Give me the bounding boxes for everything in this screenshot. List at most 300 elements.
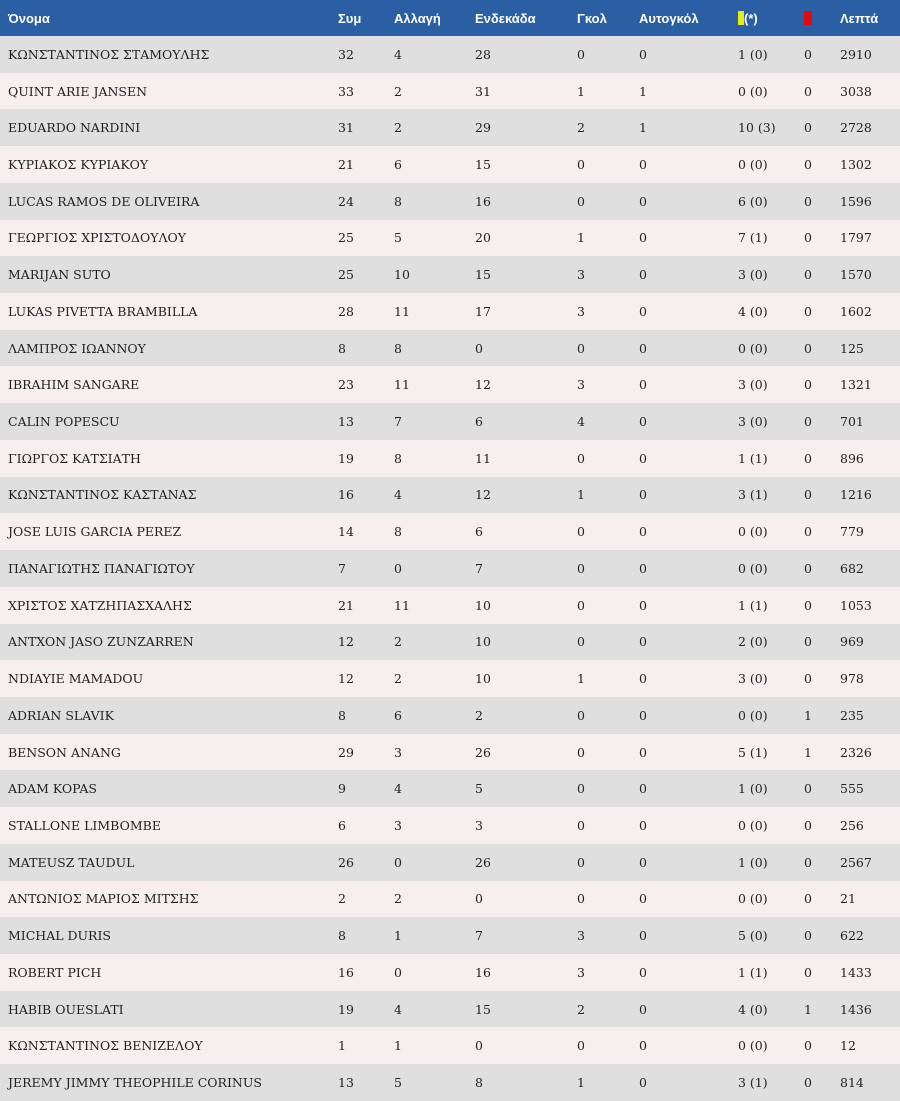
table-row [0, 954, 900, 991]
cell-goals: 0 [577, 46, 585, 62]
cell-goals: 1 [577, 671, 585, 687]
player-name: MARIJAN SUTO [8, 267, 111, 283]
cell-yellow-cards: 3 (0) [738, 671, 768, 687]
table-row [0, 220, 900, 257]
cell-red-cards: 0 [804, 303, 812, 319]
cell-subs: 0 [394, 854, 402, 870]
cell-apps: 9 [338, 781, 346, 797]
table-body [0, 36, 900, 1101]
cell-red-cards: 0 [804, 964, 812, 980]
player-name: ΚΥΡΙΑΚΟΣ ΚΥΡΙΑΚΟΥ [8, 157, 149, 173]
cell-own-goals: 0 [639, 928, 647, 944]
cell-minutes: 1596 [840, 193, 872, 209]
player-name: CALIN POPESCU [8, 414, 120, 430]
cell-apps: 7 [338, 560, 346, 576]
cell-subs: 6 [394, 157, 402, 173]
cell-starts: 15 [475, 1001, 491, 1017]
col-header-minutes[interactable]: Λεπτά [840, 10, 879, 26]
cell-subs: 2 [394, 83, 402, 99]
cell-own-goals: 0 [639, 1038, 647, 1054]
player-name: ΛΑΜΠΡΟΣ ΙΩΑΝΝΟΥ [8, 340, 146, 356]
cell-minutes: 814 [840, 1074, 864, 1090]
cell-minutes: 2567 [840, 854, 872, 870]
table-row [0, 697, 900, 734]
cell-subs: 1 [394, 928, 402, 944]
player-name: ΚΩΝΣΤΑΝΤΙΝΟΣ ΣΤΑΜΟΥΛΗΣ [8, 46, 210, 62]
cell-subs: 8 [394, 340, 402, 356]
cell-starts: 10 [475, 634, 491, 650]
player-name: ΓΕΩΡΓΙΟΣ ΧΡΙΣΤΟΔΟΥΛΟΥ [8, 230, 186, 246]
cell-subs: 0 [394, 964, 402, 980]
cell-apps: 19 [338, 1001, 354, 1017]
table-row [0, 917, 900, 954]
cell-own-goals: 0 [639, 230, 647, 246]
cell-apps: 25 [338, 267, 354, 283]
table-row [0, 1027, 900, 1064]
cell-minutes: 555 [840, 781, 864, 797]
cell-red-cards: 1 [804, 744, 812, 760]
cell-minutes: 256 [840, 817, 864, 833]
cell-minutes: 1433 [840, 964, 872, 980]
cell-yellow-cards: 0 (0) [738, 560, 768, 576]
cell-own-goals: 1 [639, 120, 647, 136]
cell-minutes: 701 [840, 414, 864, 430]
cell-yellow-cards: 1 (1) [738, 597, 768, 613]
table-row [0, 109, 900, 146]
cell-own-goals: 0 [639, 707, 647, 723]
cell-goals: 2 [577, 1001, 585, 1017]
cell-own-goals: 0 [639, 781, 647, 797]
table-row [0, 256, 900, 293]
cell-apps: 21 [338, 597, 354, 613]
cell-yellow-cards: 1 (1) [738, 964, 768, 980]
cell-subs: 3 [394, 817, 402, 833]
cell-starts: 16 [475, 193, 491, 209]
cell-own-goals: 0 [639, 1074, 647, 1090]
cell-starts: 10 [475, 597, 491, 613]
cell-red-cards: 0 [804, 414, 812, 430]
cell-starts: 8 [475, 1074, 483, 1090]
cell-starts: 26 [475, 744, 491, 760]
col-header-red[interactable] [804, 0, 840, 36]
cell-own-goals: 0 [639, 744, 647, 760]
cell-minutes: 1302 [840, 157, 872, 173]
cell-yellow-cards: 3 (0) [738, 414, 768, 430]
cell-own-goals: 0 [639, 1001, 647, 1017]
player-name: BENSON ANANG [8, 744, 121, 760]
cell-own-goals: 0 [639, 524, 647, 540]
cell-yellow-cards: 4 (0) [738, 1001, 768, 1017]
player-name: ROBERT PICH [8, 964, 102, 980]
cell-own-goals: 0 [639, 267, 647, 283]
table-row [0, 624, 900, 661]
cell-apps: 23 [338, 377, 354, 393]
table-row [0, 513, 900, 550]
cell-subs: 11 [394, 597, 410, 613]
cell-red-cards: 0 [804, 781, 812, 797]
cell-minutes: 1436 [840, 1001, 872, 1017]
cell-subs: 10 [394, 267, 410, 283]
table-row [0, 734, 900, 771]
cell-subs: 2 [394, 120, 402, 136]
cell-starts: 15 [475, 157, 491, 173]
table-row [0, 183, 900, 220]
cell-goals: 0 [577, 634, 585, 650]
cell-red-cards: 0 [804, 597, 812, 613]
cell-minutes: 896 [840, 450, 864, 466]
player-name: ΧΡΙΣΤΟΣ ΧΑΤΖΗΠΑΣΧΑΛΗΣ [8, 597, 192, 613]
cell-apps: 16 [338, 964, 354, 980]
cell-red-cards: 0 [804, 230, 812, 246]
cell-apps: 21 [338, 157, 354, 173]
cell-own-goals: 0 [639, 377, 647, 393]
cell-starts: 12 [475, 377, 491, 393]
cell-starts: 29 [475, 120, 491, 136]
cell-red-cards: 0 [804, 267, 812, 283]
cell-apps: 33 [338, 83, 354, 99]
cell-apps: 13 [338, 1074, 354, 1090]
player-name: HABIB OUESLATI [8, 1001, 124, 1017]
cell-goals: 2 [577, 120, 585, 136]
cell-apps: 25 [338, 230, 354, 246]
player-name: ΑΝΤΩΝΙΟΣ ΜΑΡΙΟΣ ΜΙΤΣΗΣ [8, 891, 199, 907]
player-name: JEREMY JIMMY THEOPHILE CORINUS [8, 1074, 262, 1090]
cell-subs: 2 [394, 891, 402, 907]
cell-minutes: 978 [840, 671, 864, 687]
cell-subs: 8 [394, 193, 402, 209]
cell-goals: 3 [577, 267, 585, 283]
cell-own-goals: 0 [639, 634, 647, 650]
cell-starts: 0 [475, 891, 483, 907]
cell-subs: 11 [394, 377, 410, 393]
table-row [0, 73, 900, 110]
cell-starts: 3 [475, 817, 483, 833]
cell-starts: 17 [475, 303, 491, 319]
cell-yellow-cards: 0 (0) [738, 157, 768, 173]
cell-minutes: 12 [840, 1038, 856, 1054]
cell-yellow-cards: 0 (0) [738, 524, 768, 540]
cell-subs: 5 [394, 1074, 402, 1090]
cell-goals: 0 [577, 707, 585, 723]
cell-apps: 26 [338, 854, 354, 870]
red-card-icon [804, 11, 812, 25]
cell-own-goals: 0 [639, 671, 647, 687]
table-row [0, 403, 900, 440]
cell-apps: 2 [338, 891, 346, 907]
cell-own-goals: 0 [639, 891, 647, 907]
cell-subs: 8 [394, 450, 402, 466]
cell-subs: 4 [394, 781, 402, 797]
col-header-subs[interactable]: Αλλαγή [394, 10, 441, 26]
cell-minutes: 779 [840, 524, 864, 540]
table-row [0, 330, 900, 367]
cell-yellow-cards: 1 (0) [738, 46, 768, 62]
cell-yellow-cards: 6 (0) [738, 193, 768, 209]
cell-goals: 0 [577, 597, 585, 613]
cell-own-goals: 0 [639, 597, 647, 613]
cell-own-goals: 1 [639, 83, 647, 99]
player-name: JOSE LUIS GARCIA PEREZ [8, 524, 182, 540]
cell-subs: 2 [394, 634, 402, 650]
cell-minutes: 2326 [840, 744, 872, 760]
cell-minutes: 1602 [840, 303, 872, 319]
cell-subs: 4 [394, 46, 402, 62]
cell-starts: 16 [475, 964, 491, 980]
cell-yellow-cards: 10 (3) [738, 120, 776, 136]
cell-apps: 12 [338, 634, 354, 650]
player-name: QUINT ARIE JANSEN [8, 83, 148, 99]
cell-goals: 0 [577, 193, 585, 209]
cell-red-cards: 0 [804, 634, 812, 650]
cell-minutes: 969 [840, 634, 864, 650]
table-row [0, 770, 900, 807]
cell-goals: 0 [577, 891, 585, 907]
cell-red-cards: 0 [804, 560, 812, 576]
cell-minutes: 21 [840, 891, 856, 907]
cell-apps: 12 [338, 671, 354, 687]
cell-red-cards: 0 [804, 340, 812, 356]
cell-starts: 6 [475, 414, 483, 430]
cell-yellow-cards: 7 (1) [738, 230, 768, 246]
col-header-starts[interactable]: Ενδεκάδα [475, 10, 536, 26]
cell-goals: 0 [577, 817, 585, 833]
cell-minutes: 682 [840, 560, 864, 576]
table-row [0, 293, 900, 330]
cell-minutes: 235 [840, 707, 864, 723]
cell-minutes: 1570 [840, 267, 872, 283]
cell-apps: 8 [338, 928, 346, 944]
cell-subs: 3 [394, 744, 402, 760]
cell-yellow-cards: 5 (1) [738, 744, 768, 760]
cell-apps: 28 [338, 303, 354, 319]
cell-subs: 7 [394, 414, 402, 430]
cell-red-cards: 0 [804, 83, 812, 99]
cell-red-cards: 1 [804, 707, 812, 723]
cell-red-cards: 0 [804, 524, 812, 540]
cell-red-cards: 0 [804, 671, 812, 687]
table-row [0, 844, 900, 881]
cell-minutes: 3038 [840, 83, 872, 99]
cell-subs: 4 [394, 487, 402, 503]
col-header-name[interactable]: Όνομα [8, 10, 50, 26]
cell-yellow-cards: 3 (0) [738, 377, 768, 393]
col-header-yellow[interactable] [738, 0, 804, 36]
cell-own-goals: 0 [639, 487, 647, 503]
cell-apps: 19 [338, 450, 354, 466]
cell-minutes: 1321 [840, 377, 872, 393]
cell-starts: 10 [475, 671, 491, 687]
cell-own-goals: 0 [639, 193, 647, 209]
player-name: ΠΑΝΑΓΙΩΤΗΣ ΠΑΝΑΓΙΩΤΟΥ [8, 560, 195, 576]
cell-minutes: 1216 [840, 487, 872, 503]
player-name: STALLONE LIMBOMBE [8, 817, 161, 833]
table-row [0, 550, 900, 587]
cell-goals: 3 [577, 377, 585, 393]
cell-yellow-cards: 3 (0) [738, 267, 768, 283]
cell-own-goals: 0 [639, 414, 647, 430]
cell-subs: 6 [394, 707, 402, 723]
cell-starts: 6 [475, 524, 483, 540]
cell-goals: 1 [577, 83, 585, 99]
cell-red-cards: 1 [804, 1001, 812, 1017]
table-row [0, 587, 900, 624]
player-name: ΚΩΝΣΤΑΝΤΙΝΟΣ ΚΑΣΤΑΝΑΣ [8, 487, 197, 503]
cell-starts: 20 [475, 230, 491, 246]
cell-subs: 4 [394, 1001, 402, 1017]
cell-minutes: 2728 [840, 120, 872, 136]
player-name: NDIAYIE MAMADOU [8, 671, 144, 687]
cell-own-goals: 0 [639, 340, 647, 356]
cell-starts: 0 [475, 340, 483, 356]
cell-yellow-cards: 1 (1) [738, 450, 768, 466]
cell-apps: 32 [338, 46, 354, 62]
cell-apps: 14 [338, 524, 354, 540]
cell-subs: 1 [394, 1038, 402, 1054]
table-row [0, 146, 900, 183]
cell-starts: 28 [475, 46, 491, 62]
cell-yellow-cards: 5 (0) [738, 928, 768, 944]
cell-red-cards: 0 [804, 1038, 812, 1054]
cell-yellow-cards: 1 (0) [738, 781, 768, 797]
cell-yellow-cards: 3 (1) [738, 1074, 768, 1090]
table-row [0, 366, 900, 403]
player-name: LUKAS PIVETTA BRAMBILLA [8, 303, 198, 319]
cell-red-cards: 0 [804, 120, 812, 136]
cell-apps: 13 [338, 414, 354, 430]
cell-own-goals: 0 [639, 157, 647, 173]
table-row [0, 36, 900, 73]
cell-apps: 8 [338, 707, 346, 723]
cell-yellow-cards: 4 (0) [738, 303, 768, 319]
cell-goals: 0 [577, 854, 585, 870]
cell-goals: 3 [577, 964, 585, 980]
cell-goals: 0 [577, 781, 585, 797]
cell-starts: 2 [475, 707, 483, 723]
table-row [0, 1064, 900, 1101]
cell-yellow-cards: 0 (0) [738, 1038, 768, 1054]
cell-red-cards: 0 [804, 450, 812, 466]
cell-goals: 0 [577, 157, 585, 173]
cell-goals: 1 [577, 1074, 585, 1090]
cell-goals: 0 [577, 340, 585, 356]
cell-minutes: 622 [840, 928, 864, 944]
player-name: LUCAS RAMOS DE OLIVEIRA [8, 193, 200, 209]
cell-apps: 8 [338, 340, 346, 356]
table-row [0, 440, 900, 477]
cell-red-cards: 0 [804, 817, 812, 833]
cell-yellow-cards: 1 (0) [738, 854, 768, 870]
cell-red-cards: 0 [804, 157, 812, 173]
cell-starts: 5 [475, 781, 483, 797]
player-name: EDUARDO NARDINI [8, 120, 141, 136]
cell-red-cards: 0 [804, 487, 812, 503]
table-row [0, 807, 900, 844]
cell-own-goals: 0 [639, 46, 647, 62]
cell-minutes: 2910 [840, 46, 872, 62]
yellow-suffix: (*) [744, 10, 758, 26]
cell-apps: 29 [338, 744, 354, 760]
cell-red-cards: 0 [804, 928, 812, 944]
cell-own-goals: 0 [639, 964, 647, 980]
cell-yellow-cards: 0 (0) [738, 707, 768, 723]
cell-yellow-cards: 3 (1) [738, 487, 768, 503]
table-row [0, 991, 900, 1028]
col-header-apps[interactable]: Συμ [338, 10, 362, 26]
cell-apps: 31 [338, 120, 354, 136]
cell-goals: 1 [577, 230, 585, 246]
cell-own-goals: 0 [639, 854, 647, 870]
cell-red-cards: 0 [804, 377, 812, 393]
cell-goals: 0 [577, 1038, 585, 1054]
cell-red-cards: 0 [804, 1074, 812, 1090]
cell-goals: 0 [577, 560, 585, 576]
col-header-goals[interactable]: Γκολ [577, 10, 607, 26]
table-row [0, 881, 900, 918]
cell-goals: 1 [577, 487, 585, 503]
cell-own-goals: 0 [639, 303, 647, 319]
cell-own-goals: 0 [639, 450, 647, 466]
cell-minutes: 125 [840, 340, 864, 356]
table-row [0, 477, 900, 514]
player-name: ADAM KOPAS [8, 781, 97, 797]
cell-goals: 3 [577, 928, 585, 944]
cell-apps: 1 [338, 1038, 346, 1054]
cell-subs: 8 [394, 524, 402, 540]
cell-goals: 0 [577, 450, 585, 466]
col-header-own-goals[interactable]: Αυτογκόλ [639, 10, 699, 26]
cell-starts: 0 [475, 1038, 483, 1054]
cell-starts: 31 [475, 83, 491, 99]
cell-red-cards: 0 [804, 854, 812, 870]
cell-goals: 3 [577, 303, 585, 319]
player-name: MATEUSZ TAUDUL [8, 854, 135, 870]
cell-yellow-cards: 0 (0) [738, 817, 768, 833]
cell-starts: 26 [475, 854, 491, 870]
cell-starts: 7 [475, 560, 483, 576]
cell-yellow-cards: 0 (0) [738, 891, 768, 907]
cell-own-goals: 0 [639, 560, 647, 576]
player-name: ANTXON JASO ZUNZARREN [8, 634, 194, 650]
player-name: ADRIAN SLAVIK [8, 707, 114, 723]
cell-subs: 11 [394, 303, 410, 319]
cell-own-goals: 0 [639, 817, 647, 833]
cell-goals: 0 [577, 744, 585, 760]
table-row [0, 660, 900, 697]
cell-red-cards: 0 [804, 193, 812, 209]
cell-starts: 12 [475, 487, 491, 503]
player-name: MICHAL DURIS [8, 928, 111, 944]
cell-minutes: 1053 [840, 597, 872, 613]
cell-red-cards: 0 [804, 891, 812, 907]
player-name: ΓΙΩΡΓΟΣ ΚΑΤΣΙΑΤΗ [8, 450, 141, 466]
cell-starts: 15 [475, 267, 491, 283]
player-name: ΚΩΝΣΤΑΝΤΙΝΟΣ ΒΕΝΙΖΕΛΟΥ [8, 1038, 203, 1054]
cell-apps: 16 [338, 487, 354, 503]
cell-apps: 24 [338, 193, 354, 209]
cell-starts: 7 [475, 928, 483, 944]
cell-starts: 11 [475, 450, 491, 466]
player-name: IBRAHIM SANGARE [8, 377, 140, 393]
cell-subs: 5 [394, 230, 402, 246]
cell-subs: 2 [394, 671, 402, 687]
cell-goals: 4 [577, 414, 585, 430]
cell-goals: 0 [577, 524, 585, 540]
cell-yellow-cards: 0 (0) [738, 83, 768, 99]
cell-apps: 6 [338, 817, 346, 833]
cell-yellow-cards: 0 (0) [738, 340, 768, 356]
cell-yellow-cards: 2 (0) [738, 634, 768, 650]
cell-red-cards: 0 [804, 46, 812, 62]
